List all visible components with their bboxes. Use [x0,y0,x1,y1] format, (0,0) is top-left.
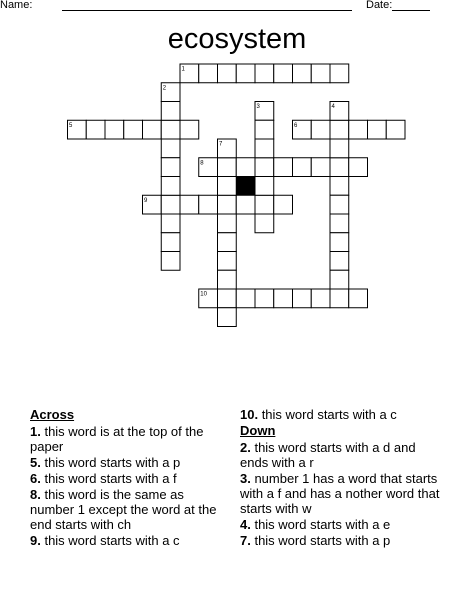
grid-cell[interactable] [330,233,349,252]
grid-cell[interactable] [218,177,237,196]
grid-cell[interactable] [311,64,330,83]
grid-cell[interactable] [274,289,293,308]
grid-cell[interactable] [161,214,180,233]
grid-cell[interactable] [105,120,124,139]
grid-cell[interactable] [311,158,330,177]
clue-down-2: 4. this word starts with a e [240,517,391,532]
grid-cell[interactable] [124,120,143,139]
grid-cell[interactable] [255,158,274,177]
grid-cell[interactable] [330,252,349,271]
grid-cell[interactable] [274,195,293,214]
grid-cell[interactable] [349,120,368,139]
cell-number: 6 [294,122,298,129]
grid-cell[interactable] [293,64,312,83]
date-label: Date: [366,0,393,11]
clue-down-1: 3. number 1 has a word that starts with a f and has a nother word that starts with w [240,471,440,516]
grid-cell[interactable] [161,195,180,214]
grid-cell[interactable] [218,289,237,308]
grid-cell[interactable] [161,102,180,121]
cell-number: 5 [69,122,73,129]
grid-cell[interactable] [311,120,330,139]
grid-cell[interactable] [161,120,180,139]
grid-cell[interactable] [161,139,180,158]
down-clues-column [240,407,440,549]
grid-cell[interactable] [255,214,274,233]
across-heading: Across [30,407,75,422]
grid-cell[interactable] [218,64,237,83]
grid-cell[interactable] [368,120,387,139]
grid-cell[interactable] [330,177,349,196]
cell-number: 8 [200,160,204,167]
grid-cell[interactable] [330,270,349,289]
cell-number: 7 [219,141,223,148]
cell-number: 1 [181,66,185,73]
grid-cell[interactable] [218,233,237,252]
grid-cell[interactable] [180,120,199,139]
grid-cell[interactable] [255,289,274,308]
grid-cell[interactable] [255,195,274,214]
grid-cell[interactable] [349,158,368,177]
grid-cell[interactable] [161,158,180,177]
grid-cell[interactable] [330,214,349,233]
grid-cell[interactable] [330,64,349,83]
grid-cell[interactable] [218,214,237,233]
grid-cell[interactable] [218,308,237,327]
grid-cell[interactable] [349,289,368,308]
grid-cell[interactable] [236,195,255,214]
grid-cell[interactable] [199,64,218,83]
grid-cell[interactable] [86,120,105,139]
cell-number: 9 [144,197,148,204]
clue-across-2: 6. this word starts with a f [30,471,177,486]
grid-cell[interactable] [161,252,180,271]
grid-cell[interactable] [218,195,237,214]
clue-down-3: 7. this word starts with a p [240,533,391,548]
grid-cell[interactable] [218,270,237,289]
grid-cell[interactable] [386,120,405,139]
grid-cell[interactable] [330,195,349,214]
grid-cell[interactable] [330,139,349,158]
grid-cell[interactable] [255,64,274,83]
cell-number: 3 [256,104,260,110]
grid-cell[interactable] [255,177,274,196]
grid-cell[interactable] [218,158,237,177]
clue-across-0: 1. this word is at the top of the paper [30,424,204,454]
clue-across-1: 5. this word starts with a p [30,455,181,470]
grid-cell[interactable] [293,289,312,308]
cell-number: 4 [331,104,335,110]
clue-across-4: 9. this word starts with a c [30,533,180,548]
grid-cell[interactable] [236,158,255,177]
grid-cell[interactable] [143,120,162,139]
down-heading: Down [240,423,276,438]
grid-cell[interactable] [274,64,293,83]
grid-cell[interactable] [274,158,293,177]
clue-down-0: 2. this word starts with a d and ends with a r [240,440,416,470]
grid-cell[interactable] [161,233,180,252]
grid-cell[interactable] [180,195,199,214]
puzzle-title: ecosystem [167,23,307,55]
cell-number: 10 [200,291,207,298]
grid-cell[interactable] [255,139,274,158]
clue-across-3: 8. this word is the same as number 1 except the word at the end starts with ch [30,487,217,532]
grid-cell[interactable] [199,195,218,214]
grid-cell[interactable] [330,289,349,308]
cell-number: 2 [162,85,167,92]
grid-cell[interactable] [236,289,255,308]
across-clues [30,407,230,549]
grid-cell[interactable] [330,120,349,139]
grid-cell[interactable] [218,252,237,271]
name-label: Name: [0,0,33,11]
clue-across-10: 10. this word starts with a c [240,407,397,422]
grid-cell[interactable] [330,158,349,177]
grid-cell[interactable] [311,289,330,308]
grid-cell[interactable] [236,64,255,83]
grid-cell[interactable] [161,177,180,196]
grid-cell[interactable] [255,120,274,139]
black-cell [236,177,255,196]
grid-cell[interactable] [293,158,312,177]
